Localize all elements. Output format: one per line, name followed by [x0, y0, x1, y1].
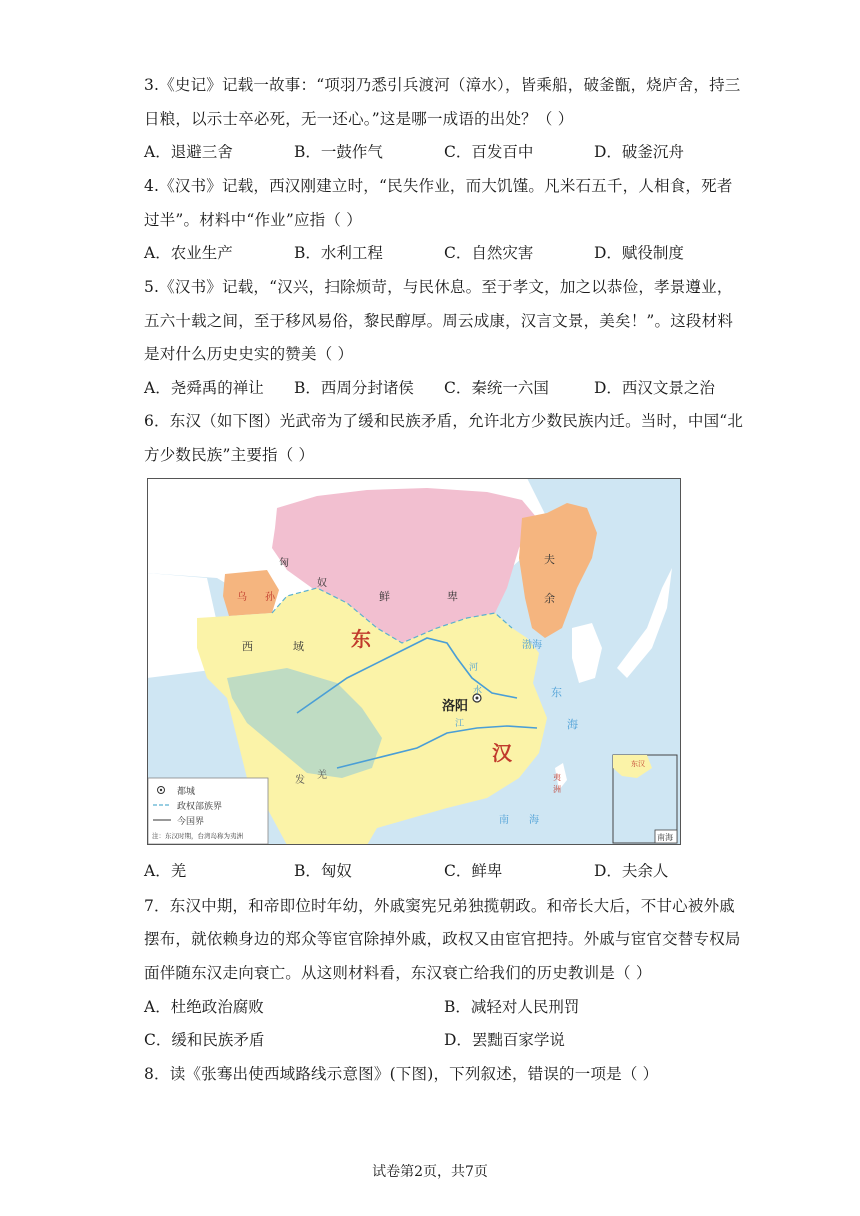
capital-luoyang-dot	[476, 697, 479, 700]
label-xiongnu-1: 匈	[279, 558, 289, 569]
label-dong: 东	[351, 627, 371, 651]
label-qiang-1: 羌	[317, 770, 327, 781]
q3-option-b[interactable]: B．一鼓作气	[294, 143, 383, 161]
label-xianbei-2: 卑	[447, 590, 458, 603]
q7-line-3: 面伴随东汉走向衰亡。从这则材料看，东汉衰亡给我们的历史教训是（ ）	[144, 964, 652, 982]
label-wusun-2: 孙	[265, 592, 275, 603]
q3-option-c[interactable]: C．百发百中	[444, 143, 534, 161]
q7-line-1: 7．东汉中期，和帝即位时年幼，外戚窦宪兄弟独揽朝政。和帝长大后，不甘心被外戚	[144, 897, 735, 915]
label-jiang: 江	[455, 719, 465, 729]
q3-line-2: 日粮，以示士卒必死，无一还心。”这是哪一成语的出处？（ ）	[144, 110, 574, 128]
map-legend	[148, 778, 268, 844]
label-donghai-2: 海	[567, 718, 578, 731]
label-donghai-1: 东	[551, 686, 562, 699]
q7-option-b[interactable]: B．减轻对人民刑罚	[444, 998, 580, 1016]
page-footer: 试卷第2页，共7页	[372, 1164, 488, 1180]
legend-boundary: 政权部族界	[177, 802, 223, 812]
q7-option-c[interactable]: C．缓和民族矛盾	[144, 1031, 265, 1049]
q6-option-a[interactable]: A．羌	[144, 862, 187, 880]
q5-line-2: 五六十载之间，至于移风易俗，黎民醇厚。周云成康，汉言文景，美矣！”。这段材料	[144, 312, 734, 330]
legend-country-line: 今国界	[177, 817, 205, 827]
label-han: 汉	[492, 741, 512, 765]
label-fuyu-1: 夫	[544, 553, 555, 566]
q6-option-b[interactable]: B．匈奴	[294, 862, 352, 880]
inset-title: 南海	[657, 833, 673, 842]
q8-line-1: 8．读《张骞出使西域路线示意图》(下图)，下列叙述，错误的一项是（ ）	[144, 1065, 659, 1083]
legend-capital: 都城	[177, 787, 196, 797]
q6-option-d[interactable]: D．夫余人	[594, 862, 669, 880]
q5-line-3: 是对什么历史史实的赞美（ ）	[144, 345, 354, 363]
label-nanhai-2: 海	[529, 815, 539, 826]
label-qiang-2: 发	[295, 775, 305, 786]
q4-option-b[interactable]: B．水利工程	[294, 244, 383, 262]
q3-line-1: 3.《史记》记载一故事：“项羽乃悉引兵渡河（漳水），皆乘船，破釜甑，烧庐舍，持三	[144, 76, 741, 94]
q4-line-2: 过半”。材料中“作业”应指（ ）	[144, 211, 362, 229]
q7-option-d[interactable]: D．罢黜百家学说	[444, 1031, 565, 1049]
q3-option-d[interactable]: D．破釜沉舟	[594, 143, 684, 161]
label-xianbei-1: 鲜	[379, 590, 390, 603]
label-fuyu-2: 余	[544, 592, 555, 605]
q6-option-c[interactable]: C．鲜卑	[444, 862, 503, 880]
south-sea-inset	[613, 755, 677, 843]
label-xiyu-1: 西	[242, 640, 253, 653]
legend-note: 注：东汉时期，台湾岛称为夷洲	[152, 832, 243, 840]
q7-option-a[interactable]: A．杜绝政治腐败	[144, 998, 264, 1016]
q4-option-c[interactable]: C．自然灾害	[444, 244, 534, 262]
q4-option-d[interactable]: D．赋役制度	[594, 244, 684, 262]
q5-line-1: 5.《汉书》记载，“汉兴，扫除烦苛，与民休息。至于孝文，加之以恭俭，孝景遵业，	[144, 278, 733, 296]
eastern-han-map	[147, 478, 681, 845]
q5-option-d[interactable]: D．西汉文景之治	[594, 379, 715, 397]
q4-option-a[interactable]: A．农业生产	[144, 244, 233, 262]
label-xiongnu-2: 奴	[317, 578, 327, 589]
label-nanhai-1: 南	[499, 815, 509, 826]
label-he-2: 水	[473, 686, 483, 696]
q6-line-2: 方少数民族”主要指（ ）	[144, 446, 315, 464]
q3-option-a[interactable]: A．退避三舍	[144, 143, 233, 161]
q5-option-a[interactable]: A．尧舜禹的禅让	[144, 379, 264, 397]
label-yizhou-1: 夷	[553, 773, 561, 782]
q5-option-c[interactable]: C．秦统一六国	[444, 379, 549, 397]
label-he-1: 河	[469, 663, 479, 673]
label-yizhou-2: 洲	[553, 785, 561, 794]
label-bohai: 渤海	[522, 640, 542, 651]
q5-option-b[interactable]: B．西周分封诸侯	[294, 379, 414, 397]
label-wusun-1: 乌	[237, 592, 247, 603]
inset-label-top: 东汉	[631, 760, 645, 768]
q7-line-2: 摆布，就依赖身边的郑众等宦官除掉外戚，政权又由宦官把持。外戚与宦官交替专权局	[144, 930, 741, 948]
q6-line-1: 6．东汉（如下图）光武帝为了缓和民族矛盾，允许北方少数民族内迁。当时，中国“北	[144, 412, 744, 430]
q4-line-1: 4.《汉书》记载，西汉刚建立时，“民失作业，而大饥馑。凡米石五千，人相食，死者	[144, 177, 733, 195]
label-luoyang: 洛阳	[442, 699, 469, 714]
label-xiyu-2: 域	[293, 640, 304, 653]
